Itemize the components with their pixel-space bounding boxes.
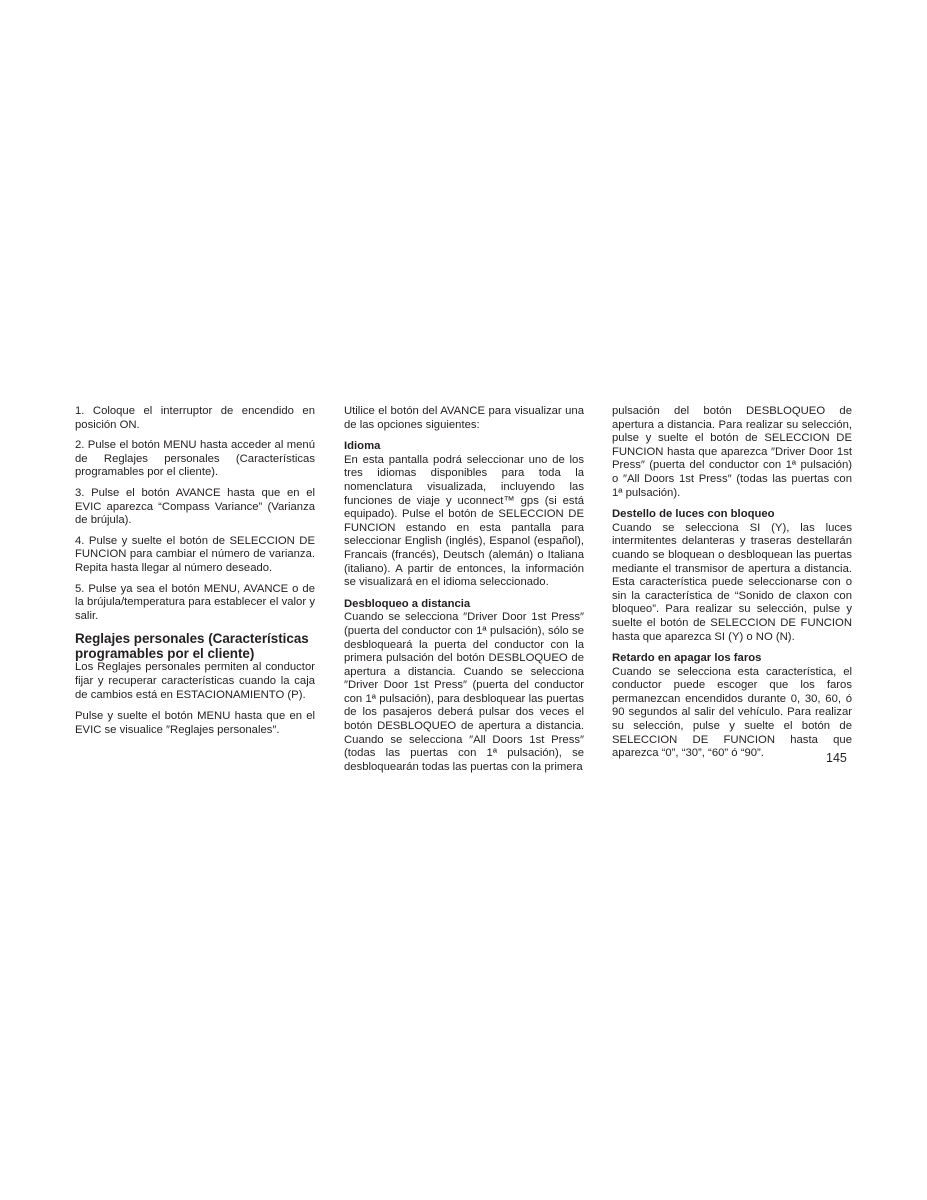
page-number: 145 — [826, 751, 847, 765]
options-intro: Utilice el botón del AVANCE para visualizar una de las opciones siguientes: — [344, 405, 584, 431]
idioma-heading: Idioma — [344, 440, 381, 453]
destello-heading: Destello de luces con bloqueo — [612, 508, 775, 521]
step-3: 3. Pulse el botón AVANCE hasta que en el EVIC aparezca “Compass Variance” (Varianza de brújula). — [75, 486, 315, 527]
left-column — [75, 405, 315, 745]
retardo-heading: Retardo en apagar los faros — [612, 652, 762, 665]
destello-text: Cuando se selecciona SI (Y), las luces intermitentes delanteras y traseras destellarán cuando se bloquean o desbloquean las puertas mediante el transmisor de apertura a distancia. Esta característica puede seleccionarse con o sin la característica de “Sonido de claxon con bloqueo”. Para realizar su selección, pulse y suelte el botón de SELECCION DE FUNCION hasta que aparezca SI (Y) o NO (N). — [612, 521, 852, 643]
desbloqueo-text: Cuando se selecciona ″Driver Door 1st Press″ (puerta del conductor con 1ª pulsación), sólo se desbloqueará la puerta del conductor con la primera pulsación del botón DESBLOQUEO de apertura a distancia. Cuando se selecciona ″Driver Door 1st Press″ (puerta del conductor con 1ª pulsación), para desbloquear las puertas de los pasajeros deberá pulsar dos veces el botón DESBLOQUEO de apertura a distancia. Cuando se selecciona ″All Doors 1st Press″ (todas las puertas con 1ª pulsación), se desbloquearán todas las puertas con la primera — [344, 611, 584, 773]
step-5: 5. Pulse ya sea el botón MENU, AVANCE o de la brújula/temperatura para establecer el valor y salir. — [75, 582, 315, 622]
reglajes-paragraph-2: Pulse y suelte el botón MENU hasta que en el EVIC se visualice ″Reglajes personales″. — [75, 710, 315, 736]
step-4: 4. Pulse y suelte el botón de SELECCION DE FUNCION para cambiar el número de varianza. Repita hasta llegar al número deseado. — [75, 534, 315, 574]
reglajes-paragraph-1: Los Reglajes personales permiten al conductor fijar y recuperar características cuando la caja de cambios está en ESTACIONAMIENTO (P). — [75, 661, 315, 701]
right-column — [612, 405, 852, 769]
retardo-text: Cuando se selecciona esta característica, el conductor puede escoger que los faros permanezcan encendidos durante 0, 30, 60, ó 90 segundos al salir del vehículo. Para realizar su selección, pulse y suelte el botón de SELECCION DE FUNCION hasta que aparezca “0”, “30”, “60” ó “90”. — [612, 665, 852, 760]
step-1: 1. Coloque el interruptor de encendido en posición ON. — [75, 405, 315, 431]
idioma-text: En esta pantalla podrá seleccionar uno de los tres idiomas disponibles para toda la nomenclatura visualizada, incluyendo las funciones de viaje y uconnect™ gps (si está equipado). Pulse el botón de SELECCION DE FUNCION estando en esta pantalla para seleccionar English (inglés), Espanol (español), Francais (francés), Deutsch (alemán) o Italiana (italiano). A partir de entonces, la información se visualizará en el idioma seleccionado. — [344, 453, 584, 589]
middle-column — [344, 405, 584, 782]
desbloqueo-heading: Desbloqueo a distancia — [344, 597, 471, 610]
section-heading-reglajes: Reglajes personales (Características programables por el cliente) — [75, 631, 309, 662]
step-2: 2. Pulse el botón MENU hasta acceder al menú de Reglajes personales (Características programables por el cliente). — [75, 439, 315, 479]
desbloqueo-continuation: pulsación del botón DESBLOQUEO de apertura a distancia. Para realizar su selección, pulse y suelte el botón de SELECCION DE FUNCION hasta que aparezca ″Driver Door 1st Press″ (puerta del conductor con 1ª pulsación) o ″All Doors 1st Press″ (todas las puertas con 1ª pulsación). — [612, 405, 852, 499]
